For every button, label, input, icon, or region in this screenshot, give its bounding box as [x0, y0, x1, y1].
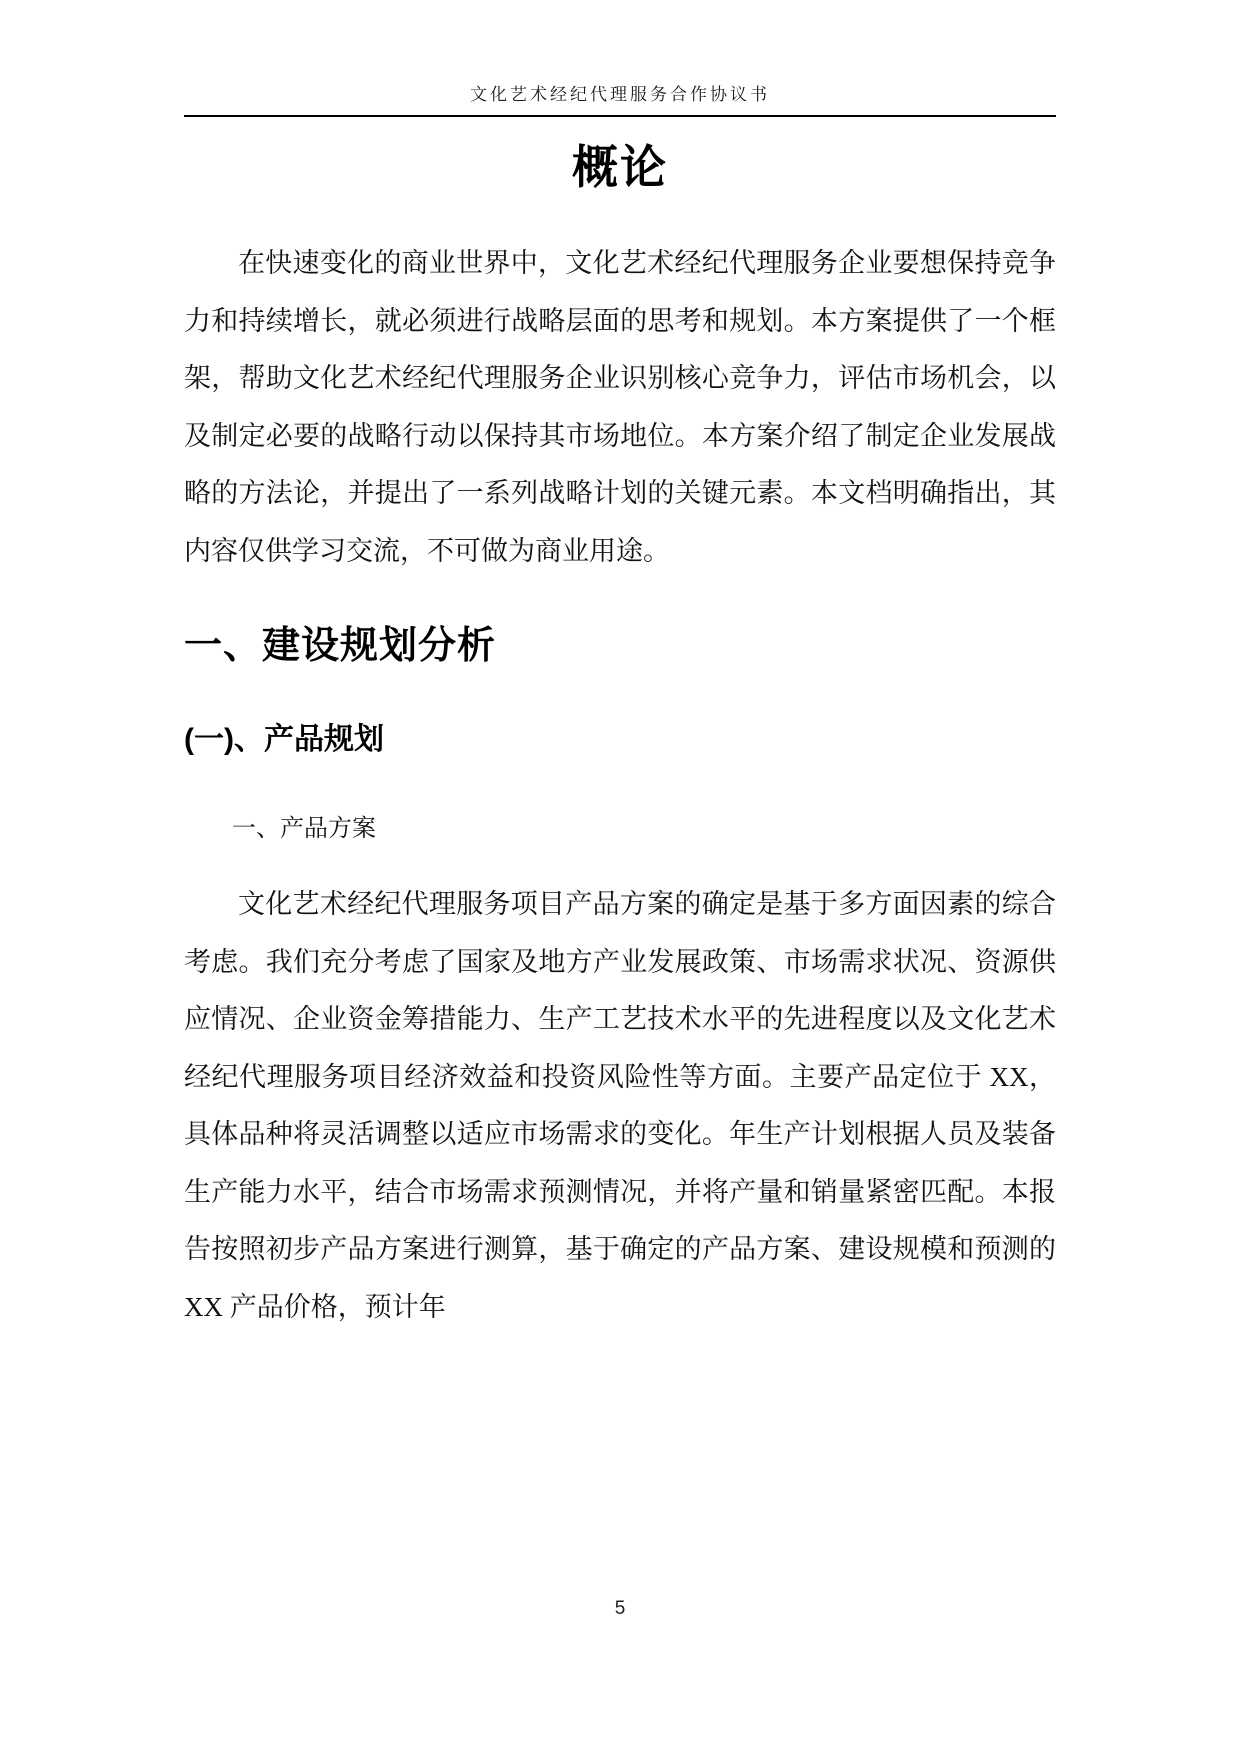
section-heading: 一、建设规划分析 — [184, 625, 497, 667]
section-body-paragraph: 文化艺术经纪代理服务项目产品方案的确定是基于多方面因素的综合考虑。我们充分考虑了国家及地方产业发展政策、市场需求状况、资源供应情况、企业资金筹措能力、生产工艺技术水平的先进程度以及文化艺术经纪代理服务项目经济效益和投资风险性等方面。主要产品定位于 XX，具体品种将灵活调整以适应市场需求的变化。年生产计划根据人员及装备生产能力水平，结合市场需求预测情况，并将产量和销量紧密匹配。本报告按照初步产品方案进行测算，基于确定的产品方案、建设规模和预测的 XX 产品价格，预计年 — [184, 889, 1056, 1322]
item-heading: 一、产品方案 — [232, 816, 376, 842]
document-title: 概论 — [572, 141, 668, 193]
intro-paragraph: 在快速变化的商业世界中，文化艺术经纪代理服务企业要想保持竞争力和持续增长，就必须进行战略层面的思考和规划。本方案提供了一个框架，帮助文化艺术经纪代理服务企业识别核心竞争力，评估市场机会，以及制定必要的战略行动以保持其市场地位。本方案介绍了制定企业发展战略的方法论，并提出了一系列战略计划的关键元素。本文档明确指出，其内容仅供学习交流，不可做为商业用途。 — [184, 248, 1056, 566]
page-number: 5 — [614, 1598, 626, 1619]
page-header-title: 文化艺术经纪代理服务合作协议书 — [470, 85, 770, 104]
header-divider-rule — [184, 115, 1056, 117]
subsection-heading: (一)、产品规划 — [184, 723, 384, 756]
document-page — [184, 0, 1056, 1336]
